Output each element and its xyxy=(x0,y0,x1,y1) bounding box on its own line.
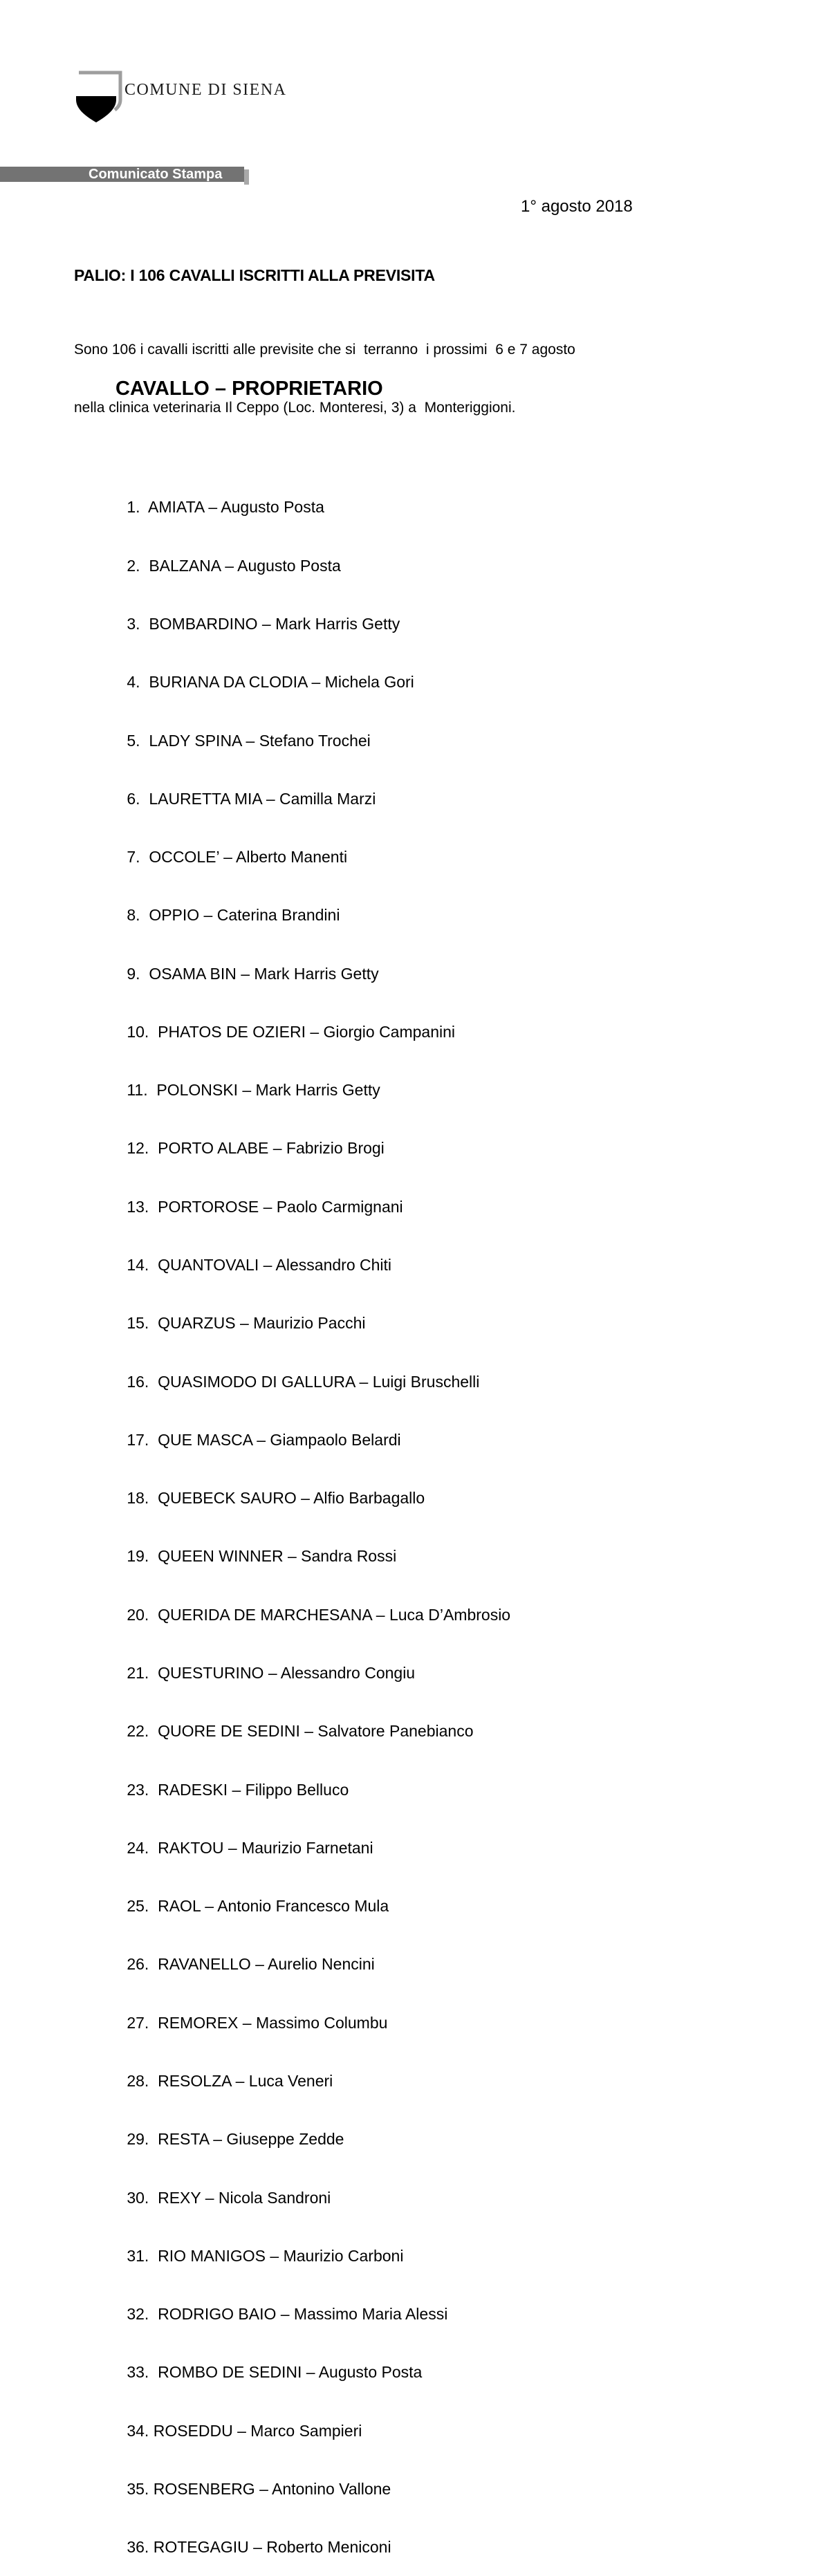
press-release-banner xyxy=(0,167,244,182)
list-item-text: LADY SPINA – Stefano Trochei xyxy=(149,731,371,750)
document-title: PALIO: I 106 CAVALLI ISCRITTI ALLA PREVISITA xyxy=(74,266,435,284)
list-item xyxy=(100,2052,510,2110)
list-item-text: QUEEN WINNER – Sandra Rossi xyxy=(158,1547,397,1566)
list-item xyxy=(100,2343,510,2401)
list-item-number: 6. xyxy=(127,789,149,808)
list-item-text: POLONSKI – Mark Harris Getty xyxy=(156,1081,380,1100)
list-item xyxy=(100,1819,510,1877)
list-item-text: ROSEDDU – Marco Sampieri xyxy=(153,2421,362,2440)
list-item-text: QUESTURINO – Alessandro Congiu xyxy=(158,1664,416,1682)
list-item-number: 34. xyxy=(127,2421,154,2440)
list-item xyxy=(100,1003,510,1061)
org-name: COMUNE DI SIENA xyxy=(124,81,287,99)
list-item-number: 18. xyxy=(127,1489,158,1508)
list-item-number: 4. xyxy=(127,673,149,692)
list-item-number: 9. xyxy=(127,964,149,983)
list-item-text: REMOREX – Massimo Columbu xyxy=(158,2013,388,2032)
list-item-number: 20. xyxy=(127,1605,158,1624)
list-item-number: 21. xyxy=(127,1664,158,1682)
list-item-number: 3. xyxy=(127,614,149,633)
list-item-number: 16. xyxy=(127,1372,158,1391)
list-item-text: BOMBARDINO – Mark Harris Getty xyxy=(149,614,400,633)
list-item-number: 1. xyxy=(127,498,149,517)
list-item xyxy=(100,2110,510,2168)
list-item xyxy=(100,770,510,828)
list-item-text: AMIATA – Augusto Posta xyxy=(148,498,324,517)
list-item-number: 2. xyxy=(127,556,149,575)
list-item-text: REXY – Nicola Sandroni xyxy=(158,2188,331,2207)
list-item-text: OSAMA BIN – Mark Harris Getty xyxy=(149,964,379,983)
list-item xyxy=(100,1119,510,1177)
list-item xyxy=(100,1353,510,1411)
list-item xyxy=(100,2460,510,2518)
list-item xyxy=(100,1994,510,2052)
list-item-text: RAOL – Antonio Francesco Mula xyxy=(158,1897,389,1916)
list-item-text: RAKTOU – Maurizio Farnetani xyxy=(158,1838,373,1857)
list-item xyxy=(100,1061,510,1119)
list-item-number: 26. xyxy=(127,1955,158,1974)
list-item xyxy=(100,828,510,886)
list-item-text: RADESKI – Filippo Belluco xyxy=(158,1780,349,1799)
list-item-number: 23. xyxy=(127,1780,158,1799)
list-item-number: 29. xyxy=(127,2130,158,2149)
list-item-text: RAVANELLO – Aurelio Nencini xyxy=(158,1955,375,1974)
banner-label: Comunicato Stampa xyxy=(89,167,223,182)
list-item xyxy=(100,1236,510,1294)
list-item-text: PORTOROSE – Paolo Carmignani xyxy=(158,1197,403,1216)
list-heading: CAVALLO – PROPRIETARIO xyxy=(115,378,383,400)
list-item-text: QUANTOVALI – Alessandro Chiti xyxy=(158,1256,392,1275)
list-item xyxy=(100,2168,510,2226)
list-item-number: 10. xyxy=(127,1022,158,1041)
list-item xyxy=(100,595,510,653)
list-item-number: 28. xyxy=(127,2071,158,2090)
intro-line-2: nella clinica veterinaria Il Ceppo (Loc. Monteresi, 3) a Monteriggioni. xyxy=(74,400,516,416)
list-item-text: ROSENBERG – Antonino Vallone xyxy=(153,2479,391,2498)
list-item-text: RESTA – Giuseppe Zedde xyxy=(158,2130,344,2149)
list-item-number: 13. xyxy=(127,1197,158,1216)
list-item-number: 7. xyxy=(127,848,149,867)
list-item-text: QUERIDA DE MARCHESANA – Luca D’Ambrosio xyxy=(158,1605,511,1624)
list-item-text: RODRIGO BAIO – Massimo Maria Alessi xyxy=(158,2305,448,2324)
list-item xyxy=(100,1527,510,1585)
banner-shadow xyxy=(244,169,249,185)
list-item xyxy=(100,2518,510,2576)
list-item xyxy=(100,886,510,944)
list-item-number: 14. xyxy=(127,1256,158,1275)
list-item xyxy=(100,1877,510,1935)
list-item-number: 17. xyxy=(127,1430,158,1449)
list-item-text: RESOLZA – Luca Veneri xyxy=(158,2071,333,2090)
list-item-text: QUARZUS – Maurizio Pacchi xyxy=(158,1314,366,1333)
list-item-text: BURIANA DA CLODIA – Michela Gori xyxy=(149,673,414,692)
list-item-number: 25. xyxy=(127,1897,158,1916)
list-item-number: 33. xyxy=(127,2363,158,2382)
list-item-text: QUE MASCA – Giampaolo Belardi xyxy=(158,1430,401,1449)
list-item xyxy=(100,1586,510,1644)
list-item xyxy=(100,2227,510,2285)
list-item xyxy=(100,1469,510,1527)
list-item xyxy=(100,537,510,595)
list-item xyxy=(100,1702,510,1760)
list-item xyxy=(100,478,510,536)
list-item xyxy=(100,1411,510,1469)
list-item-number: 19. xyxy=(127,1547,158,1566)
list-item-text: QUORE DE SEDINI – Salvatore Panebianco xyxy=(158,1722,474,1741)
list-item-number: 27. xyxy=(127,2013,158,2032)
list-item-number: 22. xyxy=(127,1722,158,1741)
list-item-number: 31. xyxy=(127,2246,158,2265)
list-item xyxy=(100,1935,510,1993)
list-item-text: PHATOS DE OZIERI – Giorgio Campanini xyxy=(158,1022,456,1041)
list-item-number: 15. xyxy=(127,1314,158,1333)
list-item-number: 30. xyxy=(127,2188,158,2207)
horse-list xyxy=(100,420,510,2576)
intro-line-1: Sono 106 i cavalli iscritti alle previsite che si terranno i prossimi 6 e 7 agosto xyxy=(74,342,575,358)
list-item-text: OCCOLE’ – Alberto Manenti xyxy=(149,848,348,867)
list-item xyxy=(100,1644,510,1702)
list-item xyxy=(100,1294,510,1352)
list-item-text: LAURETTA MIA – Camilla Marzi xyxy=(149,789,376,808)
list-item xyxy=(100,711,510,769)
list-item xyxy=(100,653,510,711)
list-item-text: ROTEGAGIU – Roberto Meniconi xyxy=(153,2538,391,2557)
list-item xyxy=(100,2402,510,2460)
list-item-number: 8. xyxy=(127,906,149,925)
list-item-number: 12. xyxy=(127,1139,158,1158)
list-item-number: 35. xyxy=(127,2479,154,2498)
list-item-number: 11. xyxy=(127,1081,157,1100)
list-item-text: QUASIMODO DI GALLURA – Luigi Bruschelli xyxy=(158,1372,480,1391)
list-item-text: BALZANA – Augusto Posta xyxy=(149,556,341,575)
list-item-text: RIO MANIGOS – Maurizio Carboni xyxy=(158,2246,404,2265)
list-item xyxy=(100,945,510,1003)
list-item-number: 36. xyxy=(127,2538,154,2557)
list-item-number: 24. xyxy=(127,1838,158,1857)
list-item-text: QUEBECK SAURO – Alfio Barbagallo xyxy=(158,1489,425,1508)
date-line: 1° agosto 2018 xyxy=(521,197,633,216)
list-item-number: 5. xyxy=(127,731,149,750)
list-item-text: OPPIO – Caterina Brandini xyxy=(149,906,340,925)
list-item xyxy=(100,1760,510,1818)
list-item xyxy=(100,2285,510,2343)
comune-di-siena-logo-icon xyxy=(73,65,131,129)
list-item xyxy=(100,1178,510,1236)
list-item-text: ROMBO DE SEDINI – Augusto Posta xyxy=(158,2363,423,2382)
list-item-text: PORTO ALABE – Fabrizio Brogi xyxy=(158,1139,385,1158)
list-item-number: 32. xyxy=(127,2305,158,2324)
